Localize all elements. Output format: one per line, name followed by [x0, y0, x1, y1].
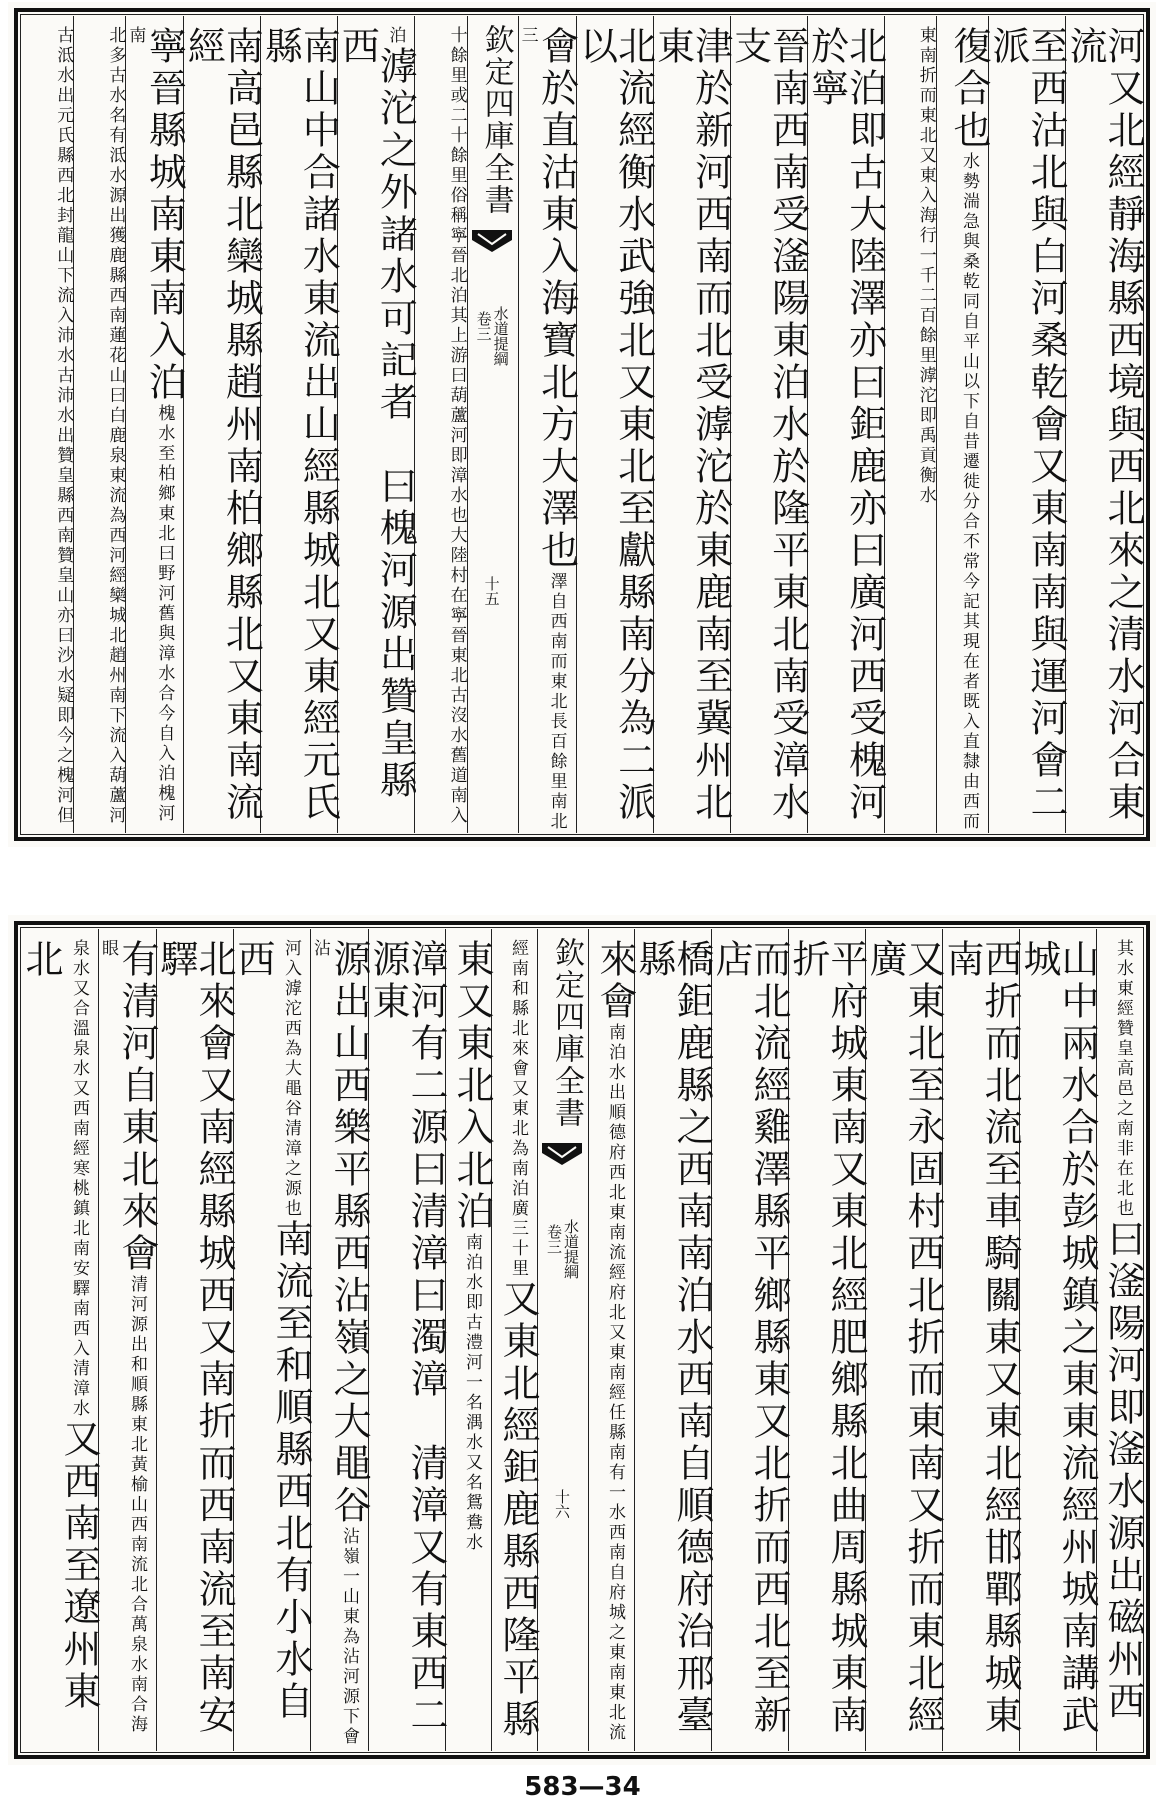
annotation: 水勢湍急與桑乾同自平山以下自昔遷徙分合不常今記其現在者既入直隸由西而 — [959, 152, 979, 832]
text-column: 源出山西樂平縣西沾嶺之大黽谷沾嶺一山東為沾河源下會沾 — [310, 929, 368, 1751]
text-column: 河入滹沱西為大黽谷清漳之源也南流至和順縣西北有小水自西 — [233, 929, 310, 1751]
bottom-page — [8, 915, 1156, 1765]
annotation: 泊 — [385, 26, 406, 46]
section-title: 水道提綱 — [491, 306, 510, 366]
text-column: 至西沽北與白河桑乾會又東南南與運河會二派 — [988, 16, 1065, 833]
folio-number: 十五 — [482, 576, 501, 606]
text-column: 又東北至永固村西北折而東南又折而東北經廣 — [865, 929, 942, 1751]
annotation: 東南折而東北又東入海行一千二百餘里滹沱即禹貢衡水 — [915, 26, 936, 506]
volume-label: 卷三 — [474, 311, 493, 341]
text-column: 而北流經雞澤縣平鄉縣東又北折而西北至新店 — [711, 929, 788, 1751]
text-column: 泉水又合溫泉水又西南經寒桃鎮北南安驛南西入清漳水又西南至遼州東北 — [19, 939, 101, 1713]
text-column: 南高邑縣北欒城縣趙州南柏鄉縣北又東南流經 — [183, 16, 260, 833]
fish-tail-icon — [542, 1139, 582, 1179]
volume-label: 卷三 — [545, 1224, 563, 1254]
annotation: 澤自西南而東北長百餘里南北三 — [517, 26, 567, 832]
center-strip — [467, 16, 518, 833]
text-column: 津於新河西南而北受滹沱於東鹿南至冀州北東 — [653, 16, 730, 833]
annotation: 其水東經贊皇高邑之南非在北也 — [1113, 939, 1133, 1219]
text-column: 南山中合諸水東流出山經縣城北又東經元氏縣 — [260, 16, 337, 833]
text-column: 泊滹沱之外諸水可記者 曰槐河源出贊皇縣西 — [337, 16, 414, 833]
text-column: 有清河自東北來會清河源出和順縣東北黃榆山西南流北合萬泉水南合海眼 — [98, 929, 156, 1751]
annotation: 古泜水出元氏縣西北封龍山下流入沛水古沛水出贊皇縣西南贊皇山亦曰沙水疑即今之槐河但 — [53, 26, 74, 826]
text-column: 來會南泊水出順德府西北東南流經府北又東南經任縣南有一水西南自府城之東南東北流 — [588, 929, 634, 1751]
center-strip — [537, 929, 588, 1751]
text-column: 河又北經靜海縣西境與西北來之清水河合東流 — [1065, 16, 1142, 833]
text-column: 東又東北入北泊南泊水即古澧河一名湡水又名鴛鴦水 — [445, 929, 491, 1751]
text-column — [414, 16, 466, 833]
annotation: 河入滹沱西為大黽谷清漳之源也 — [281, 939, 301, 1219]
annotation: 清河源出和順縣東北黃榆山西南流北合萬泉水南合海眼 — [98, 939, 147, 1735]
text-column: 北泊即古大陸澤亦曰鉅鹿亦曰廣河西受槐河於寧 — [807, 16, 884, 833]
annotation: 南泊水即古澧河一名湡水又名鴛鴦水 — [462, 1233, 482, 1553]
text-column — [884, 16, 936, 833]
annotation: 經南和縣北來會又東北為南泊廣三十里 — [508, 939, 528, 1279]
text-column — [22, 16, 73, 833]
section-title: 水道提綱 — [562, 1219, 580, 1279]
text-column: 會於直沽東入海寶北方大澤也澤自西南而東北長百餘里南北三 — [518, 16, 576, 833]
text-column: 北流經衡水武強北又東北至獻縣南分為二派以 — [576, 16, 653, 833]
fish-tail-icon — [472, 226, 512, 266]
top-page — [8, 2, 1156, 847]
text-column: 寧晉縣城南東南入泊槐水至柏鄉東北曰野河舊與漳水合今自入泊槐河南 — [125, 16, 183, 833]
annotation: 沾嶺一山東為沾河源下會沾 — [310, 939, 359, 1747]
text-column: 平府城東南又東北經肥鄉縣北曲周縣城東南折 — [788, 929, 865, 1751]
text-column — [73, 16, 125, 833]
text-column: 橋鉅鹿縣之西南南泊水西南自順德府治邢臺縣 — [634, 929, 711, 1751]
text-column: 山中兩水合於彭城鎮之東東流經州城南講武城 — [1019, 929, 1096, 1751]
folio-number: 十六 — [553, 1489, 571, 1519]
text-column: 晉南西南受滏陽東泊水於隆平東北南受漳水支 — [730, 16, 807, 833]
annotation: 泉水又合溫泉水又西南經寒桃鎮北南安驛南西入清漳水 — [69, 939, 89, 1419]
text-column: 其水東經贊皇高邑之南非在北也曰滏陽河即滏水源出磁州西 — [1096, 929, 1142, 1751]
annotation: 槐水至柏鄉東北曰野河舊與漳水合今自入泊槐河南 — [125, 26, 175, 824]
text-column: 復合也水勢湍急與桑乾同自平山以下自昔遷徙分合不常今記其現在者既入直隸由西而 — [936, 16, 988, 833]
annotation: 南泊水出順德府西北東南流經府北又東南經任縣南有一水西南自府城之東南東北流 — [605, 1023, 625, 1743]
annotation: 十餘里或二十餘里俗稱寧晉北泊其上游曰葫蘆河即漳水也大陸村在寧晉東北古沒水舊道南入 — [446, 26, 467, 826]
top-columns — [22, 16, 1145, 833]
annotation: 北多古水名有泜水源出獲鹿縣西南蓮花山曰白鹿泉東流為西河經欒城北趙州南下流入葫蘆河 — [105, 26, 126, 826]
page-number: 583—34 — [524, 1772, 641, 1802]
text-column: 北來會又南經縣城西又南折而西南流至南安驛 — [156, 929, 233, 1751]
book-title: 欽定四庫全書 — [549, 937, 584, 1129]
book-title: 欽定四庫全書 — [478, 24, 514, 216]
text-column: 西折而北流至車騎關東又東北經邯鄲縣城東南 — [942, 929, 1019, 1751]
text-column: 經南和縣北來會又東北為南泊廣三十里又東北經鉅鹿縣西隆平縣 — [491, 929, 537, 1751]
text-column: 漳河有二源曰清漳曰濁漳 清漳又有東西二源東 — [368, 929, 445, 1751]
bottom-columns — [19, 929, 1145, 1751]
